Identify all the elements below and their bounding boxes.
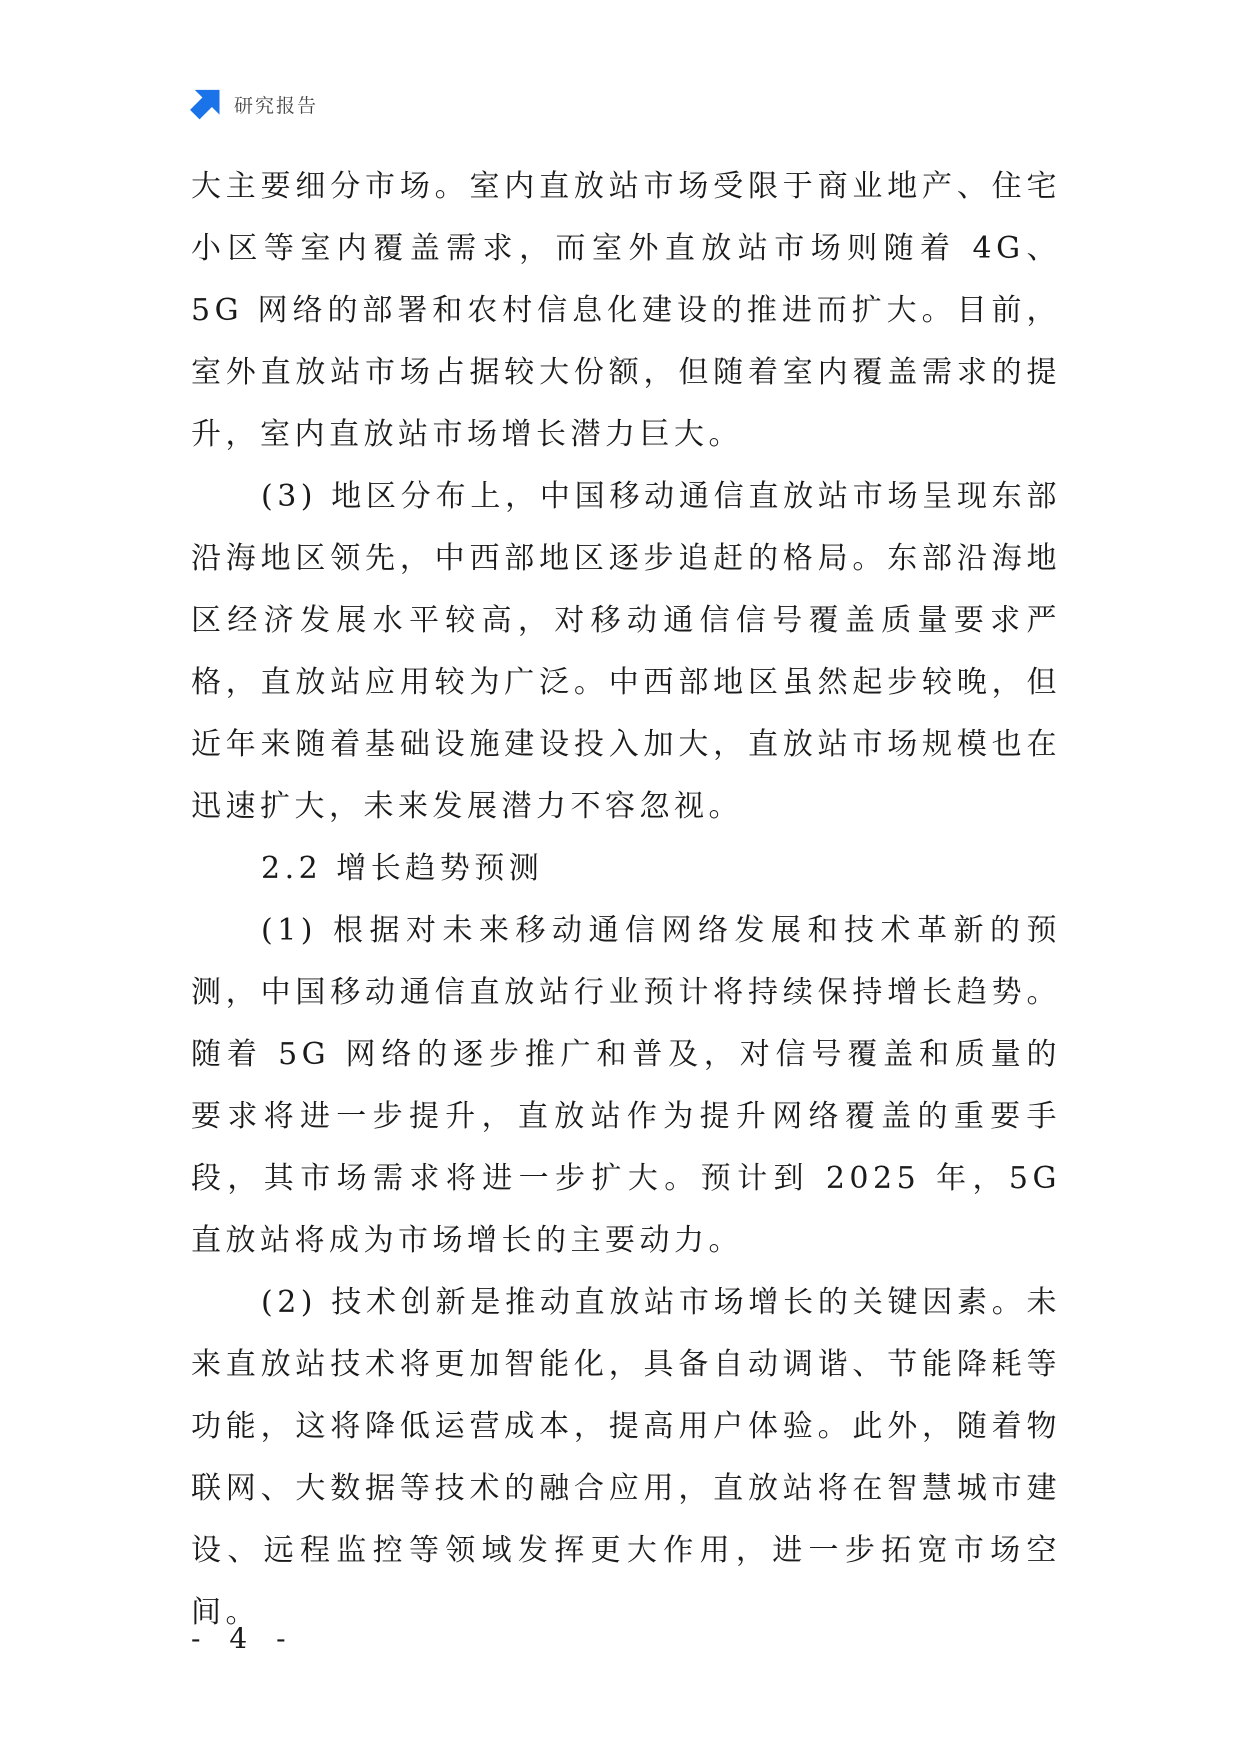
paragraph-market-segments: 大主要细分市场。室内直放站市场受限于商业地产、住宅小区等室内覆盖需求，而室外直放站市场则随着 4G、5G 网络的部署和农村信息化建设的推进而扩大。目前，室外直放站市场占据较大份额，但随着室内覆盖需求的提升，室内直放站市场增长潜力巨大。 bbox=[191, 169, 1061, 452]
paragraph-growth-trend: (1) 根据对未来移动通信网络发展和技术革新的预测，中国移动通信直放站行业预计将持续保持增长趋势。随着 5G 网络的逐步推广和普及，对信号覆盖和质量的要求将进一步提升，直放站作为提升网络覆盖的重要手段，其市场需求将进一步扩大。预计到 2025 年，5G 直放站将成为市场增长的主要动力。 bbox=[191, 913, 1061, 1258]
section-heading-growth-forecast: 2.2 增长趋势预测 bbox=[261, 851, 544, 886]
paragraph-technology-innovation: (2) 技术创新是推动直放站市场增长的关键因素。未来直放站技术将更加智能化，具备自动调谐、节能降耗等功能，这将降低运营成本，提高用户体验。此外，随着物联网、大数据等技术的融合应用，直放站将在智慧城市建设、远程监控等领域发挥更大作用，进一步拓宽市场空间。 bbox=[191, 1285, 1061, 1630]
report-label: 研究报告 bbox=[234, 94, 319, 117]
page-header bbox=[190, 88, 318, 120]
page-number: - 4 - bbox=[191, 1622, 296, 1655]
paragraph-regional-distribution: (3) 地区分布上，中国移动通信直放站市场呈现东部沿海地区领先，中西部地区逐步追赶的格局。东部沿海地区经济发展水平较高，对移动通信信号覆盖质量要求严格，直放站应用较为广泛。中西部地区虽然起步较晚，但近年来随着基础设施建设投入加大，直放站市场规模也在迅速扩大，未来发展潜力不容忽视。 bbox=[191, 479, 1061, 824]
document-body bbox=[191, 156, 1061, 1644]
arrow-up-right-icon bbox=[190, 88, 222, 120]
